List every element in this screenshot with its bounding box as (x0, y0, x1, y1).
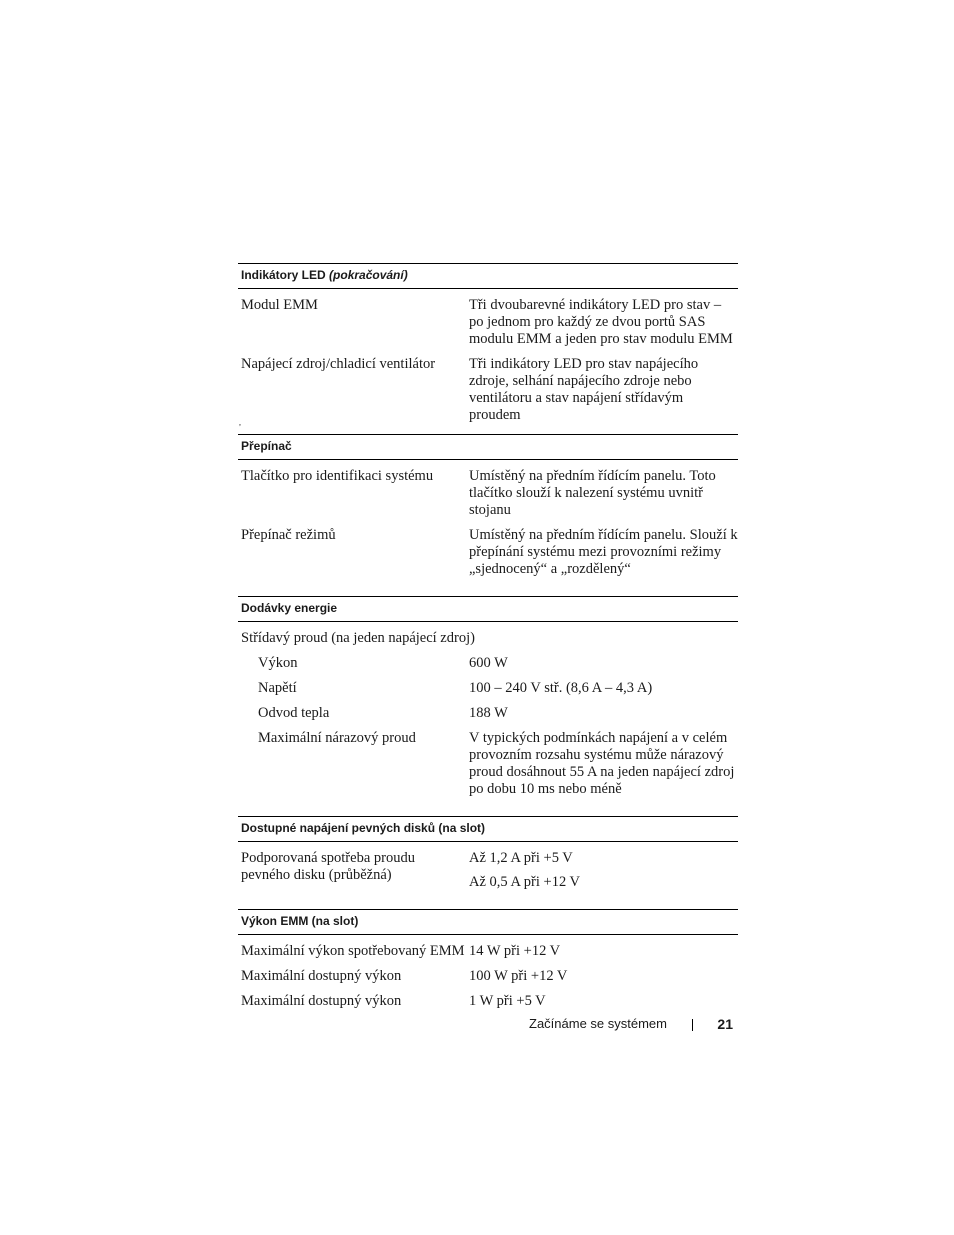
footer-title: Začínáme se systémem (529, 1016, 667, 1031)
table-row (238, 348, 738, 424)
page-footer (0, 1015, 954, 1035)
value-line: Až 0,5 A při +12 V (469, 874, 581, 890)
section-title: Výkon EMM (na slot) (241, 914, 359, 928)
row-label: Maximální dostupný výkon (241, 993, 402, 1009)
table-row (238, 647, 738, 672)
row-value: Umístěný na předním řídícím panelu. Toto tlačítko slouží k nalezení systému uvnitř stojanu (469, 468, 716, 518)
section-body-hdd (238, 842, 738, 909)
row-label: Tlačítko pro identifikaci systému (241, 468, 434, 484)
row-value: V typických podmínkách napájení a v celém provozním rozsahu systému může nárazový proud dosáhnout 55 A na jeden napájecí zdroj po dobu 10 ms nebo méně (469, 730, 735, 797)
row-label: Maximální nárazový proud (258, 730, 416, 746)
section-header-switch (238, 434, 738, 460)
row-value: Tři dvoubarevné indikátory LED pro stav – po jednom pro každý ze dvou portů SAS modulu EMM a jeden pro stav modulu EMM (469, 297, 733, 347)
row-label: Přepínač režimů (241, 527, 336, 543)
table-row (238, 519, 738, 578)
page-number: 21 (717, 1016, 733, 1032)
row-value: 100 W při +12 V (469, 968, 568, 984)
row-value: 1 W při +5 V (469, 993, 546, 1009)
section-header-led (238, 263, 738, 289)
row-label: Výkon (258, 655, 298, 671)
section-title: Přepínač (241, 439, 292, 453)
table-row (238, 842, 738, 891)
section-body-switch (238, 460, 738, 596)
spec-table (238, 263, 738, 1028)
value-line: Až 1,2 A při +5 V (469, 850, 573, 866)
group-label-row (238, 622, 738, 647)
table-row (238, 935, 738, 960)
table-row (238, 289, 738, 348)
section-title-suffix: (pokračování) (329, 268, 408, 282)
section-header-emm (238, 909, 738, 935)
section-header-power (238, 596, 738, 622)
table-row (238, 460, 738, 519)
footer-separator (692, 1019, 693, 1031)
row-label: Odvod tepla (258, 705, 330, 721)
section-body-power (238, 622, 738, 816)
group-label: Střídavý proud (na jeden napájecí zdroj) (241, 630, 475, 646)
row-value (466, 850, 738, 891)
table-row (238, 722, 738, 798)
section-title: Indikátory LED (241, 268, 326, 282)
row-label: Napájecí zdroj/chladicí ventilátor (241, 356, 436, 372)
row-label: Maximální výkon spotřebovaný EMM (241, 943, 465, 959)
row-label: Napětí (258, 680, 297, 696)
row-label: Podporovaná spotřeba proudu pevného disku (průběžná) (241, 850, 415, 883)
row-value: Umístěný na předním řídícím panelu. Slouží k přepínání systému mezi provozními režimy „sjednocený“ a „rozdělený“ (469, 527, 738, 577)
table-row (238, 672, 738, 697)
table-row (238, 697, 738, 722)
section-header-hdd (238, 816, 738, 842)
row-value: 600 W (469, 655, 508, 671)
row-value: 100 – 240 V stř. (8,6 A – 4,3 A) (469, 680, 653, 696)
row-value: Tři indikátory LED pro stav napájecího zdroje, selhání napájecího zdroje nebo ventilátoru a stav napájení střídavým proudem (469, 356, 699, 423)
row-label: Modul EMM (241, 297, 318, 313)
row-value: 188 W (469, 705, 508, 721)
section-body-led: Modul EMM Tři dvoubarevné indikátory LED pro stav – po jednom pro každý ze dvou portů SAS modulu EMM a jeden pro stav modulu EMM Napájecí zdroj/chladicí ventilátor Tři indikátory LED pro stav napájecího zdroje, selhání napájecího zdroje nebo ventilátoru a stav napájení střídavým proudem , (238, 289, 738, 434)
section-title: Dostupné napájení pevných disků (na slot) (241, 821, 486, 835)
row-value: 14 W při +12 V (469, 943, 561, 959)
section-title: Dodávky energie (241, 601, 338, 615)
table-row (238, 985, 738, 1010)
table-row (238, 960, 738, 985)
row-label: Maximální dostupný výkon (241, 968, 402, 984)
